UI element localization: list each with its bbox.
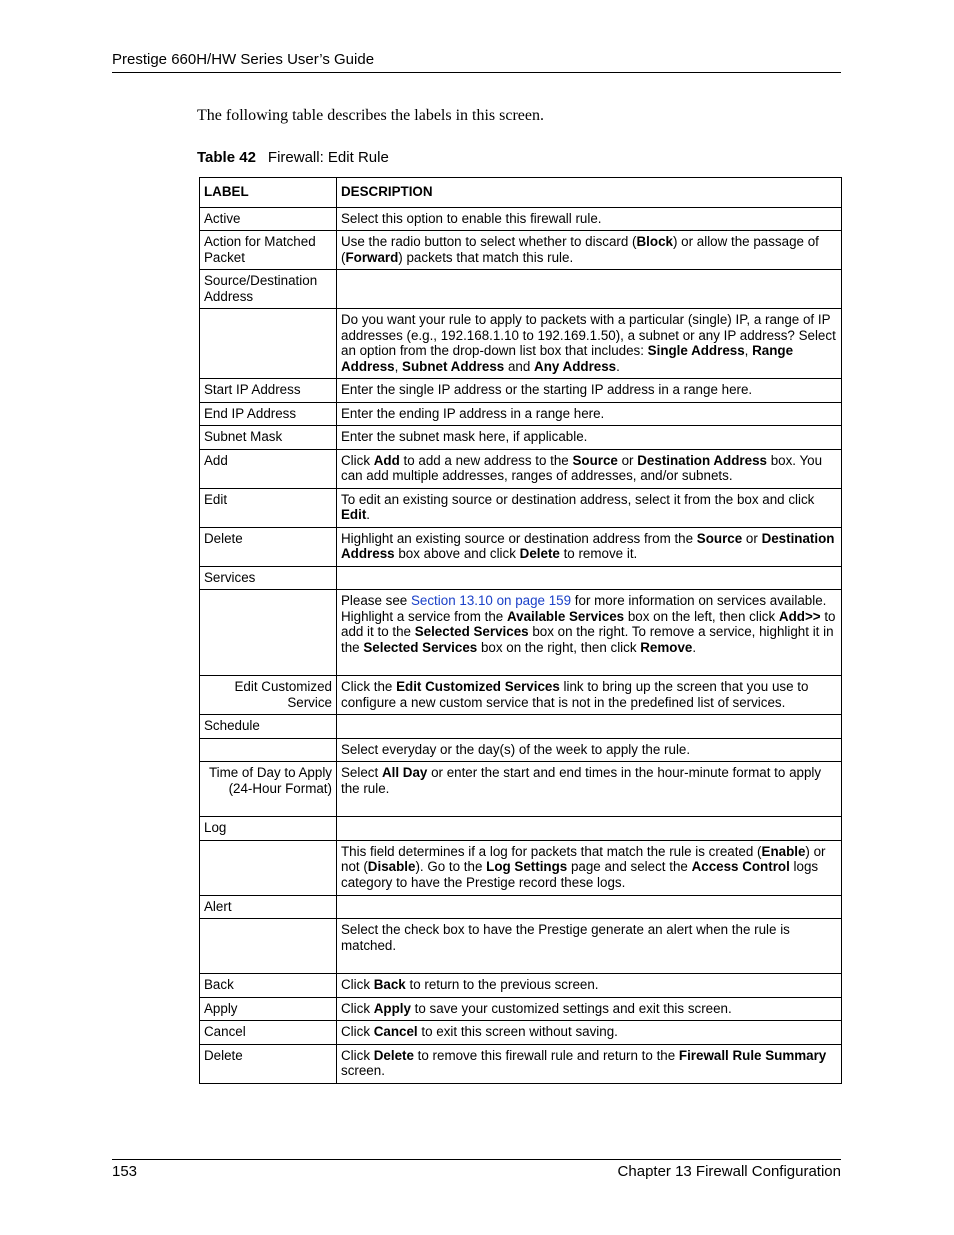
row-description [337, 715, 842, 739]
row-label: Active [200, 207, 337, 231]
row-label [200, 309, 337, 379]
table-title: Firewall: Edit Rule [267, 149, 389, 166]
table-row [200, 1044, 842, 1083]
labels-table [199, 177, 842, 1084]
row-description [337, 895, 842, 919]
row-label [200, 738, 337, 762]
table-row [200, 207, 842, 231]
row-description: Enter the single IP address or the starting IP address in a range here. [337, 379, 842, 403]
table-row [200, 449, 842, 488]
row-description [337, 817, 842, 841]
page-number: 153 [112, 1163, 138, 1180]
row-description: Select All Day or enter the start and end times in the hour-minute format to apply the rule. [337, 762, 842, 817]
table-row [200, 1021, 842, 1045]
table-row [200, 566, 842, 590]
row-label: Log [200, 817, 337, 841]
row-label: Edit [200, 488, 337, 527]
table-row [200, 426, 842, 450]
row-label: Delete [200, 527, 337, 566]
row-label: Add [200, 449, 337, 488]
row-description: Click Back to return to the previous screen. [337, 974, 842, 998]
chapter-title: Chapter 13 Firewall Configuration [617, 1163, 841, 1180]
row-description: Select this option to enable this firewall rule. [337, 207, 842, 231]
row-label: Edit Customized Service [200, 676, 337, 715]
intro-text: The following table describes the labels in this screen. [197, 107, 545, 124]
row-description: Click the Edit Customized Services link to bring up the screen that you use to configure a new custom service that is not in the predefined list of services. [337, 676, 842, 715]
table-row [200, 974, 842, 998]
table-row [200, 527, 842, 566]
row-description [337, 566, 842, 590]
table-row [200, 231, 842, 270]
row-description: To edit an existing source or destination address, select it from the box and click Edit. [337, 488, 842, 527]
table-row [200, 676, 842, 715]
row-description: Highlight an existing source or destination address from the Source or Destination Address box above and click Delete to remove it. [337, 527, 842, 566]
table-row [200, 309, 842, 379]
table-caption [197, 149, 389, 166]
row-label: Source/Destination Address [200, 270, 337, 309]
table-row [200, 738, 842, 762]
row-description: Enter the ending IP address in a range here. [337, 402, 842, 426]
page-header [112, 51, 841, 73]
header-label: LABEL [200, 178, 337, 208]
row-description: Enter the subnet mask here, if applicable. [337, 426, 842, 450]
header-description: DESCRIPTION [337, 178, 842, 208]
row-label: Time of Day to Apply (24-Hour Format) [200, 762, 337, 817]
table-header-row [200, 178, 842, 208]
row-description: Click Cancel to exit this screen without saving. [337, 1021, 842, 1045]
table-row [200, 895, 842, 919]
row-label [200, 590, 337, 676]
guide-title: Prestige 660H/HW Series User’s Guide [112, 51, 375, 68]
row-label: Schedule [200, 715, 337, 739]
row-description [337, 270, 842, 309]
table-row [200, 840, 842, 895]
row-description: Click Add to add a new address to the Source or Destination Address box. You can add multiple addresses, ranges of addresses, and/or subnets. [337, 449, 842, 488]
table-row [200, 715, 842, 739]
row-label: Apply [200, 997, 337, 1021]
row-label: End IP Address [200, 402, 337, 426]
row-label: Alert [200, 895, 337, 919]
row-description: Select everyday or the day(s) of the week to apply the rule. [337, 738, 842, 762]
row-label: Cancel [200, 1021, 337, 1045]
row-label [200, 919, 337, 974]
row-label: Services [200, 566, 337, 590]
row-label [200, 840, 337, 895]
table-row [200, 402, 842, 426]
row-description: Please see Section 13.10 on page 159 for more information on services available. Highlight a service from the Available Services box on the left, then click Add>> to add it to the Selected Services box on the right. To remove a service, highlight it in the Selected Services box on the right, then click Remove. [337, 590, 842, 676]
table-row [200, 488, 842, 527]
table-row [200, 817, 842, 841]
table-row [200, 997, 842, 1021]
table-row [200, 270, 842, 309]
row-description: This field determines if a log for packets that match the rule is created (Enable) or not (Disable). Go to the Log Settings page and select the Access Control logs category to have the Prestige record these logs. [337, 840, 842, 895]
row-description: Click Delete to remove this firewall rule and return to the Firewall Rule Summary screen. [337, 1044, 842, 1083]
table-row [200, 919, 842, 974]
row-description: Use the radio button to select whether to discard (Block) or allow the passage of (Forward) packets that match this rule. [337, 231, 842, 270]
row-label: Action for Matched Packet [200, 231, 337, 270]
row-description: Do you want your rule to apply to packets with a particular (single) IP, a range of IP addresses (e.g., 192.168.1.10 to 192.169.1.50), a subnet or any IP address? Select an option from the drop-down list box that includes: Single Address, Range Address, Subnet Address and Any Address. [337, 309, 842, 379]
table-row [200, 590, 842, 676]
row-label: Delete [200, 1044, 337, 1083]
table-row [200, 379, 842, 403]
row-label: Start IP Address [200, 379, 337, 403]
row-label: Subnet Mask [200, 426, 337, 450]
page-footer [112, 1159, 841, 1180]
row-description: Select the check box to have the Prestige generate an alert when the rule is matched. [337, 919, 842, 974]
table-number: Table 42 [197, 149, 256, 166]
table-row [200, 762, 842, 817]
row-description: Click Apply to save your customized settings and exit this screen. [337, 997, 842, 1021]
row-label: Back [200, 974, 337, 998]
